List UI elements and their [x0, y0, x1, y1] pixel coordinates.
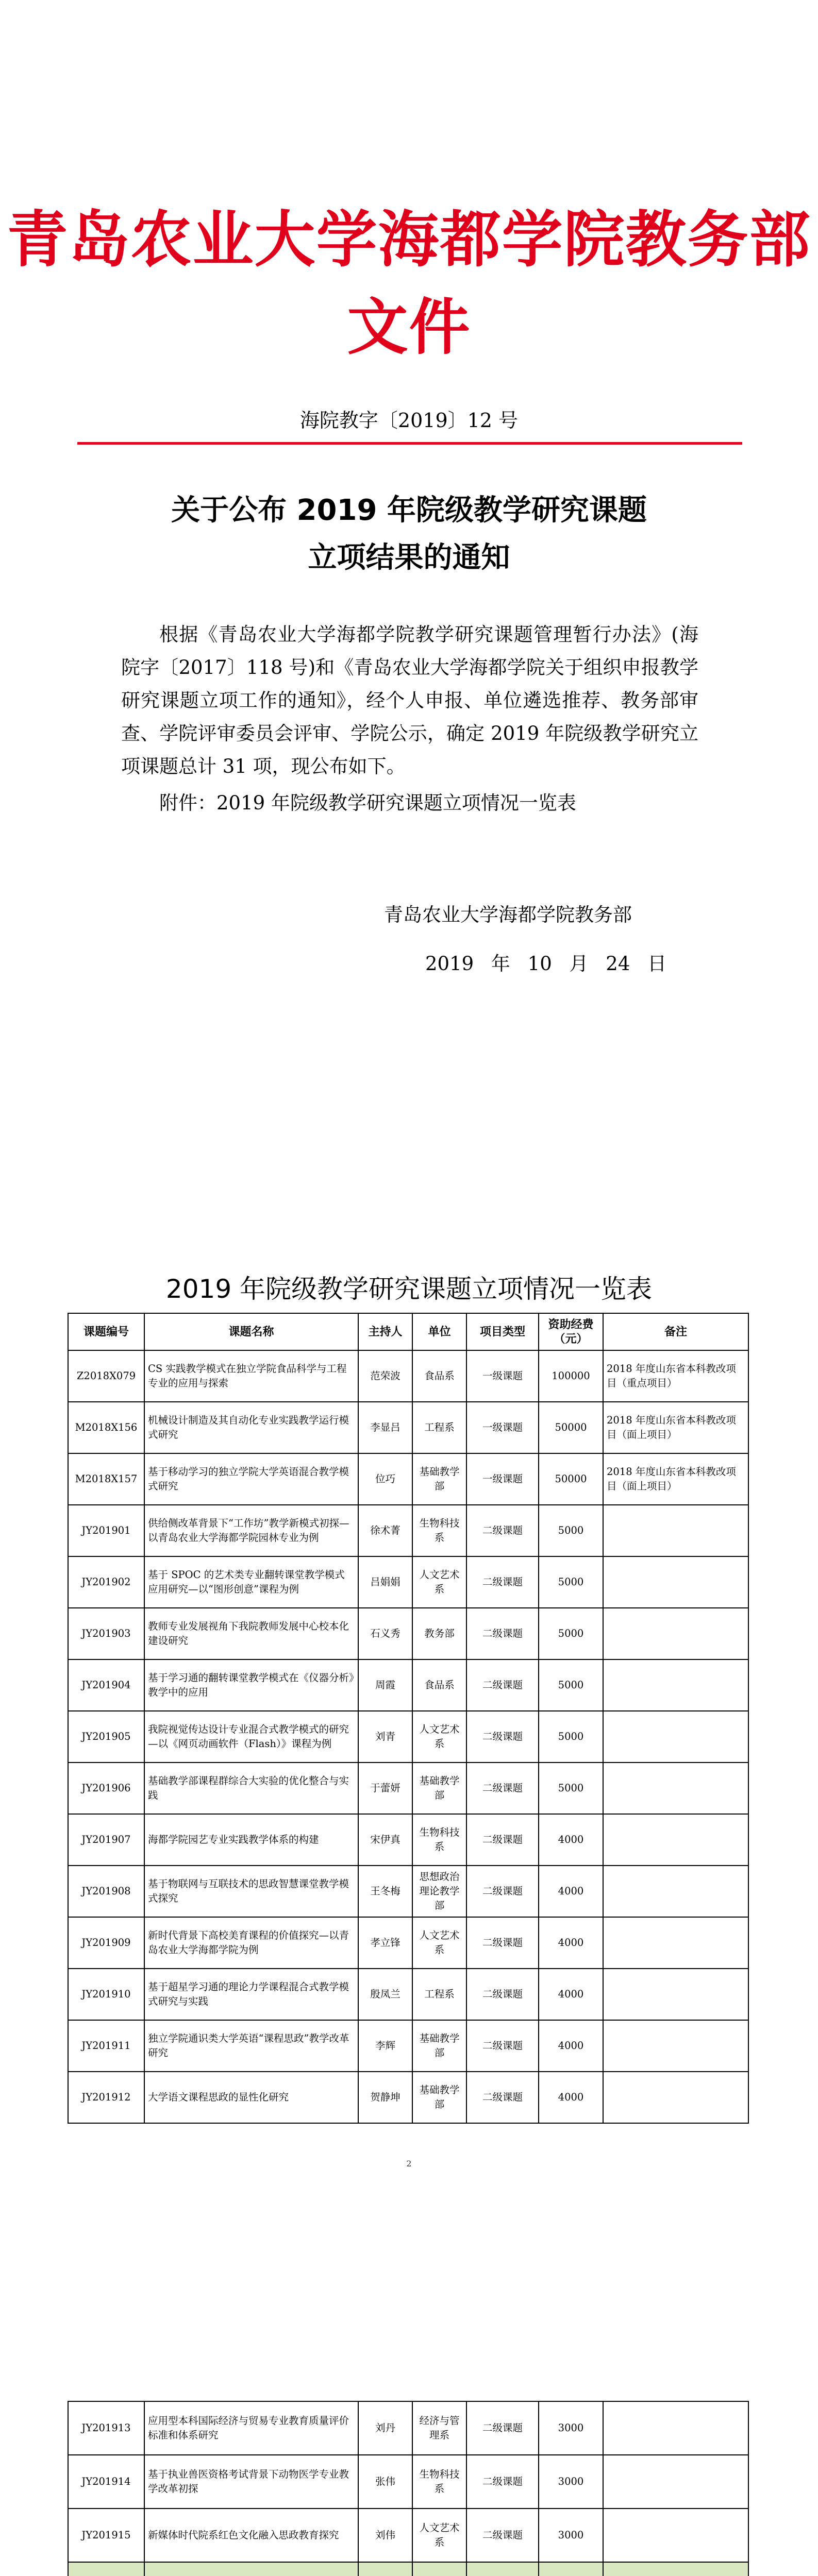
cell-note: 2018 年度山东省本科教改项目（面上项目）	[603, 1402, 748, 1453]
table-row	[68, 1659, 748, 1711]
cell-host: 徐术菁	[358, 1505, 412, 1556]
red-divider	[77, 442, 742, 445]
cell-note	[603, 1866, 748, 1917]
header-type: 项目类型	[466, 1313, 539, 1350]
cell-code: JY201905	[68, 1711, 144, 1762]
cell-code: M2018X157	[68, 1453, 144, 1505]
cell-fund: 100000	[539, 1350, 603, 1402]
cell-unit: 基础教学部	[412, 2072, 466, 2123]
cell-fund: 5000	[539, 1505, 603, 1556]
cell-type: 二级课题	[466, 2509, 539, 2562]
cell-name: 供给侧改革背景下“工作坊”教学新模式初探—以青岛农业大学海都学院园林专业为例	[144, 1505, 358, 1556]
doc-number: 海院教字〔2019〕12 号	[299, 409, 519, 432]
cell-name: 基于执业兽医资格考试背景下动物医学专业教学改革初探	[144, 2455, 358, 2509]
cell-name: 基于物联网与互联技术的思政智慧课堂教学模式探究	[144, 1866, 358, 1917]
cell-unit: 人文艺术系	[412, 2509, 466, 2562]
cell-fund: 4000	[539, 1866, 603, 1917]
cell-fund: 5000	[539, 1762, 603, 1814]
cell-type: 二级课题	[466, 1969, 539, 2020]
cell-name: 我院视觉传达设计专业混合式教学模式的研究—以《网页动画软件（Flash）》课程为例	[144, 1711, 358, 1762]
cell-unit	[412, 2562, 466, 2576]
cell-unit: 生物科技系	[412, 1814, 466, 1866]
table-row	[68, 1505, 748, 1556]
cell-code: JY201903	[68, 1608, 144, 1659]
cell-host: 周霞	[358, 1659, 412, 1711]
cell-name: 独立学院通识类大学英语“课程思政”教学改革研究	[144, 2020, 358, 2072]
cell-unit: 生物科技系	[412, 2455, 466, 2509]
table-row	[68, 2562, 748, 2576]
cell-type: 二级课题	[466, 1917, 539, 1969]
cell-code: JY201914	[68, 2455, 144, 2509]
header-code: 课题编号	[68, 1313, 144, 1350]
table-row	[68, 1969, 748, 2020]
cell-unit: 工程系	[412, 1969, 466, 2020]
cell-host: 吕娟娟	[358, 1556, 412, 1608]
cell-host: 王冬梅	[358, 1866, 412, 1917]
cell-host: 刘丹	[358, 2401, 412, 2455]
cell-note	[603, 1969, 748, 2020]
cell-note: 2018 年度山东省本科教改项目（重点项目）	[603, 1350, 748, 1402]
cell-note	[603, 1608, 748, 1659]
notice-title-line-2: 立项结果的通知	[308, 541, 510, 574]
cell-note	[603, 2509, 748, 2562]
cell-fund: 5000	[539, 1711, 603, 1762]
header-unit: 单位	[412, 1313, 466, 1350]
table-row	[68, 1453, 748, 1505]
cell-note	[603, 1814, 748, 1866]
cell-code: JY201915	[68, 2509, 144, 2562]
table-row	[68, 1917, 748, 1969]
cell-fund: 4000	[539, 2020, 603, 2072]
cell-host: 刘伟	[358, 2509, 412, 2562]
cell-fund: 4000	[539, 1917, 603, 1969]
cell-unit: 思想政治理论教学部	[412, 1866, 466, 1917]
cell-name: 教师专业发展视角下我院教师发展中心校本化建设研究	[144, 1608, 358, 1659]
cell-note	[603, 1917, 748, 1969]
table-row	[68, 1711, 748, 1762]
cell-code: JY201902	[68, 1556, 144, 1608]
table-row	[68, 1402, 748, 1453]
cell-type: 二级课题	[466, 1711, 539, 1762]
cell-code	[68, 2562, 144, 2576]
cell-type: 二级课题	[466, 2020, 539, 2072]
table-title: 2019 年院级教学研究课题立项情况一览表	[165, 1274, 653, 1304]
cell-type: 二级课题	[466, 1608, 539, 1659]
cell-type: 二级课题	[466, 1762, 539, 1814]
cell-name: 基于学习通的翻转课堂教学模式在《仪器分析》教学中的应用	[144, 1659, 358, 1711]
cell-host: 刘青	[358, 1711, 412, 1762]
cell-unit: 食品系	[412, 1659, 466, 1711]
table-row	[68, 1762, 748, 1814]
projects-table-part-1	[68, 1313, 749, 2124]
cell-unit: 食品系	[412, 1350, 466, 1402]
cell-type: 一级课题	[466, 1350, 539, 1402]
cell-host: 张伟	[358, 2455, 412, 2509]
cell-host: 孝立锋	[358, 1917, 412, 1969]
cell-name: 新媒体时代院系红色文化融入思政教育探究	[144, 2509, 358, 2562]
cell-host: 贺静坤	[358, 2072, 412, 2123]
cell-unit: 基础教学部	[412, 1762, 466, 1814]
cell-unit: 人文艺术系	[412, 1917, 466, 1969]
cell-unit: 教务部	[412, 1608, 466, 1659]
cell-type: 二级课题	[466, 1814, 539, 1866]
cell-type: 二级课题	[466, 1556, 539, 1608]
cell-host: 李辉	[358, 2020, 412, 2072]
cell-fund: 3000	[539, 2455, 603, 2509]
table-row	[68, 2072, 748, 2123]
cell-type: 二级课题	[466, 2072, 539, 2123]
cell-unit: 人文艺术系	[412, 1556, 466, 1608]
page-number-2: 2	[406, 2159, 412, 2168]
header-note: 备注	[603, 1313, 748, 1350]
cell-code: JY201910	[68, 1969, 144, 2020]
cell-name	[144, 2562, 358, 2576]
header-name: 课题名称	[144, 1313, 358, 1350]
cell-type: 一级课题	[466, 1402, 539, 1453]
header-fund: 资助经费（元）	[539, 1313, 603, 1350]
cell-name: 海都学院园艺专业实践教学体系的构建	[144, 1814, 358, 1866]
cell-code: JY201909	[68, 1917, 144, 1969]
cell-unit: 经济与管理系	[412, 2401, 466, 2455]
cell-fund: 50000	[539, 1453, 603, 1505]
cell-fund: 5000	[539, 1659, 603, 1711]
cell-type: 二级课题	[466, 1659, 539, 1711]
cell-name: 大学语文课程思政的显性化研究	[144, 2072, 358, 2123]
cell-code: JY201911	[68, 2020, 144, 2072]
table-row	[68, 2020, 748, 2072]
page-1	[0, 0, 818, 1185]
cell-name: 应用型本科国际经济与贸易专业教育质量评价标准和体系研究	[144, 2401, 358, 2455]
cell-unit: 人文艺术系	[412, 1711, 466, 1762]
notice-title	[0, 487, 818, 582]
table-row	[68, 2509, 748, 2562]
body-paragraph: 根据《青岛农业大学海都学院教学研究课题管理暂行办法》(海院字〔2017〕118 号)和《青岛农业大学海都学院关于组织申报教学研究课题立项工作的通知》，经个人申报、单位遴选推荐、教务部审查、学院评审委员会评审、学院公示，确定 2019 年院级教学研究立项课题总计 31 项，现公布如下。	[121, 623, 698, 777]
cell-fund: 5000	[539, 1556, 603, 1608]
cell-note	[603, 2072, 748, 2123]
cell-name: CS 实践教学模式在独立学院食品科学与工程专业的应用与探索	[144, 1350, 358, 1402]
cell-name: 基于 SPOC 的艺术类专业翻转课堂教学模式应用研究—以“图形创意”课程为例	[144, 1556, 358, 1608]
cell-host: 于蕾妍	[358, 1762, 412, 1814]
cell-host: 宋伊真	[358, 1814, 412, 1866]
cell-fund: 4000	[539, 2072, 603, 2123]
cell-code: JY201904	[68, 1659, 144, 1711]
cell-name: 基础教学部课程群综合大实验的优化整合与实践	[144, 1762, 358, 1814]
cell-code: M2018X156	[68, 1402, 144, 1453]
cell-fund: 5000	[539, 1608, 603, 1659]
cell-code: JY201901	[68, 1505, 144, 1556]
cell-unit: 工程系	[412, 1402, 466, 1453]
table-row	[68, 2401, 748, 2455]
cell-fund: 3000	[539, 2401, 603, 2455]
cell-note	[603, 2455, 748, 2509]
cell-note	[603, 2401, 748, 2455]
table-row	[68, 1350, 748, 1402]
signature-org: 青岛农业大学海都学院教务部	[384, 904, 632, 926]
cell-fund: 3000	[539, 2509, 603, 2562]
signature-date: 2019 年 10 月 24 日	[425, 953, 667, 975]
cell-code: JY201908	[68, 1866, 144, 1917]
cell-host: 石义秀	[358, 1608, 412, 1659]
cell-note	[603, 2562, 748, 2576]
cell-unit: 基础教学部	[412, 1453, 466, 1505]
cell-code: JY201907	[68, 1814, 144, 1866]
table-row	[68, 2455, 748, 2509]
cell-fund	[539, 2562, 603, 2576]
cell-note	[603, 1762, 748, 1814]
cell-type	[466, 2562, 539, 2576]
cell-code: JY201906	[68, 1762, 144, 1814]
letterhead: 青岛农业大学海都学院教务部文件	[7, 204, 811, 363]
cell-host: 范荣波	[358, 1350, 412, 1402]
cell-note	[603, 2020, 748, 2072]
cell-note	[603, 1711, 748, 1762]
cell-name: 机械设计制造及其自动化专业实践教学运行模式研究	[144, 1402, 358, 1453]
header-host: 主持人	[358, 1313, 412, 1350]
cell-type: 二级课题	[466, 1866, 539, 1917]
cell-name: 新时代背景下高校美育课程的价值探究—以青岛农业大学海都学院为例	[144, 1917, 358, 1969]
cell-code: JY201912	[68, 2072, 144, 2123]
cell-type: 二级课题	[466, 2401, 539, 2455]
cell-note	[603, 1556, 748, 1608]
cell-host	[358, 2562, 412, 2576]
table-row	[68, 1866, 748, 1917]
cell-code: JY201913	[68, 2401, 144, 2455]
cell-host: 殷凤兰	[358, 1969, 412, 2020]
cell-type: 一级课题	[466, 1453, 539, 1505]
attachment-line: 附件：2019 年院级教学研究课题立项情况一览表	[159, 792, 576, 814]
cell-host: 李显吕	[358, 1402, 412, 1453]
cell-fund: 4000	[539, 1814, 603, 1866]
cell-note: 2018 年度山东省本科教改项目（面上项目）	[603, 1453, 748, 1505]
cell-host: 位巧	[358, 1453, 412, 1505]
cell-name: 基于超星学习通的理论力学课程混合式教学模式研究与实践	[144, 1969, 358, 2020]
table-row	[68, 1556, 748, 1608]
table-row	[68, 1608, 748, 1659]
projects-table-part-2	[68, 2401, 749, 2576]
cell-name: 基于移动学习的独立学院大学英语混合教学模式研究	[144, 1453, 358, 1505]
cell-unit: 基础教学部	[412, 2020, 466, 2072]
cell-type: 二级课题	[466, 1505, 539, 1556]
cell-note	[603, 1659, 748, 1711]
cell-fund: 50000	[539, 1402, 603, 1453]
cell-fund: 4000	[539, 1969, 603, 2020]
table-header-row	[68, 1313, 748, 1350]
table-row	[68, 1814, 748, 1866]
cell-note	[603, 1505, 748, 1556]
cell-type: 二级课题	[466, 2455, 539, 2509]
notice-title-line-1: 关于公布 2019 年院级教学研究课题	[171, 494, 647, 527]
cell-unit: 生物科技系	[412, 1505, 466, 1556]
cell-code: Z2018X079	[68, 1350, 144, 1402]
